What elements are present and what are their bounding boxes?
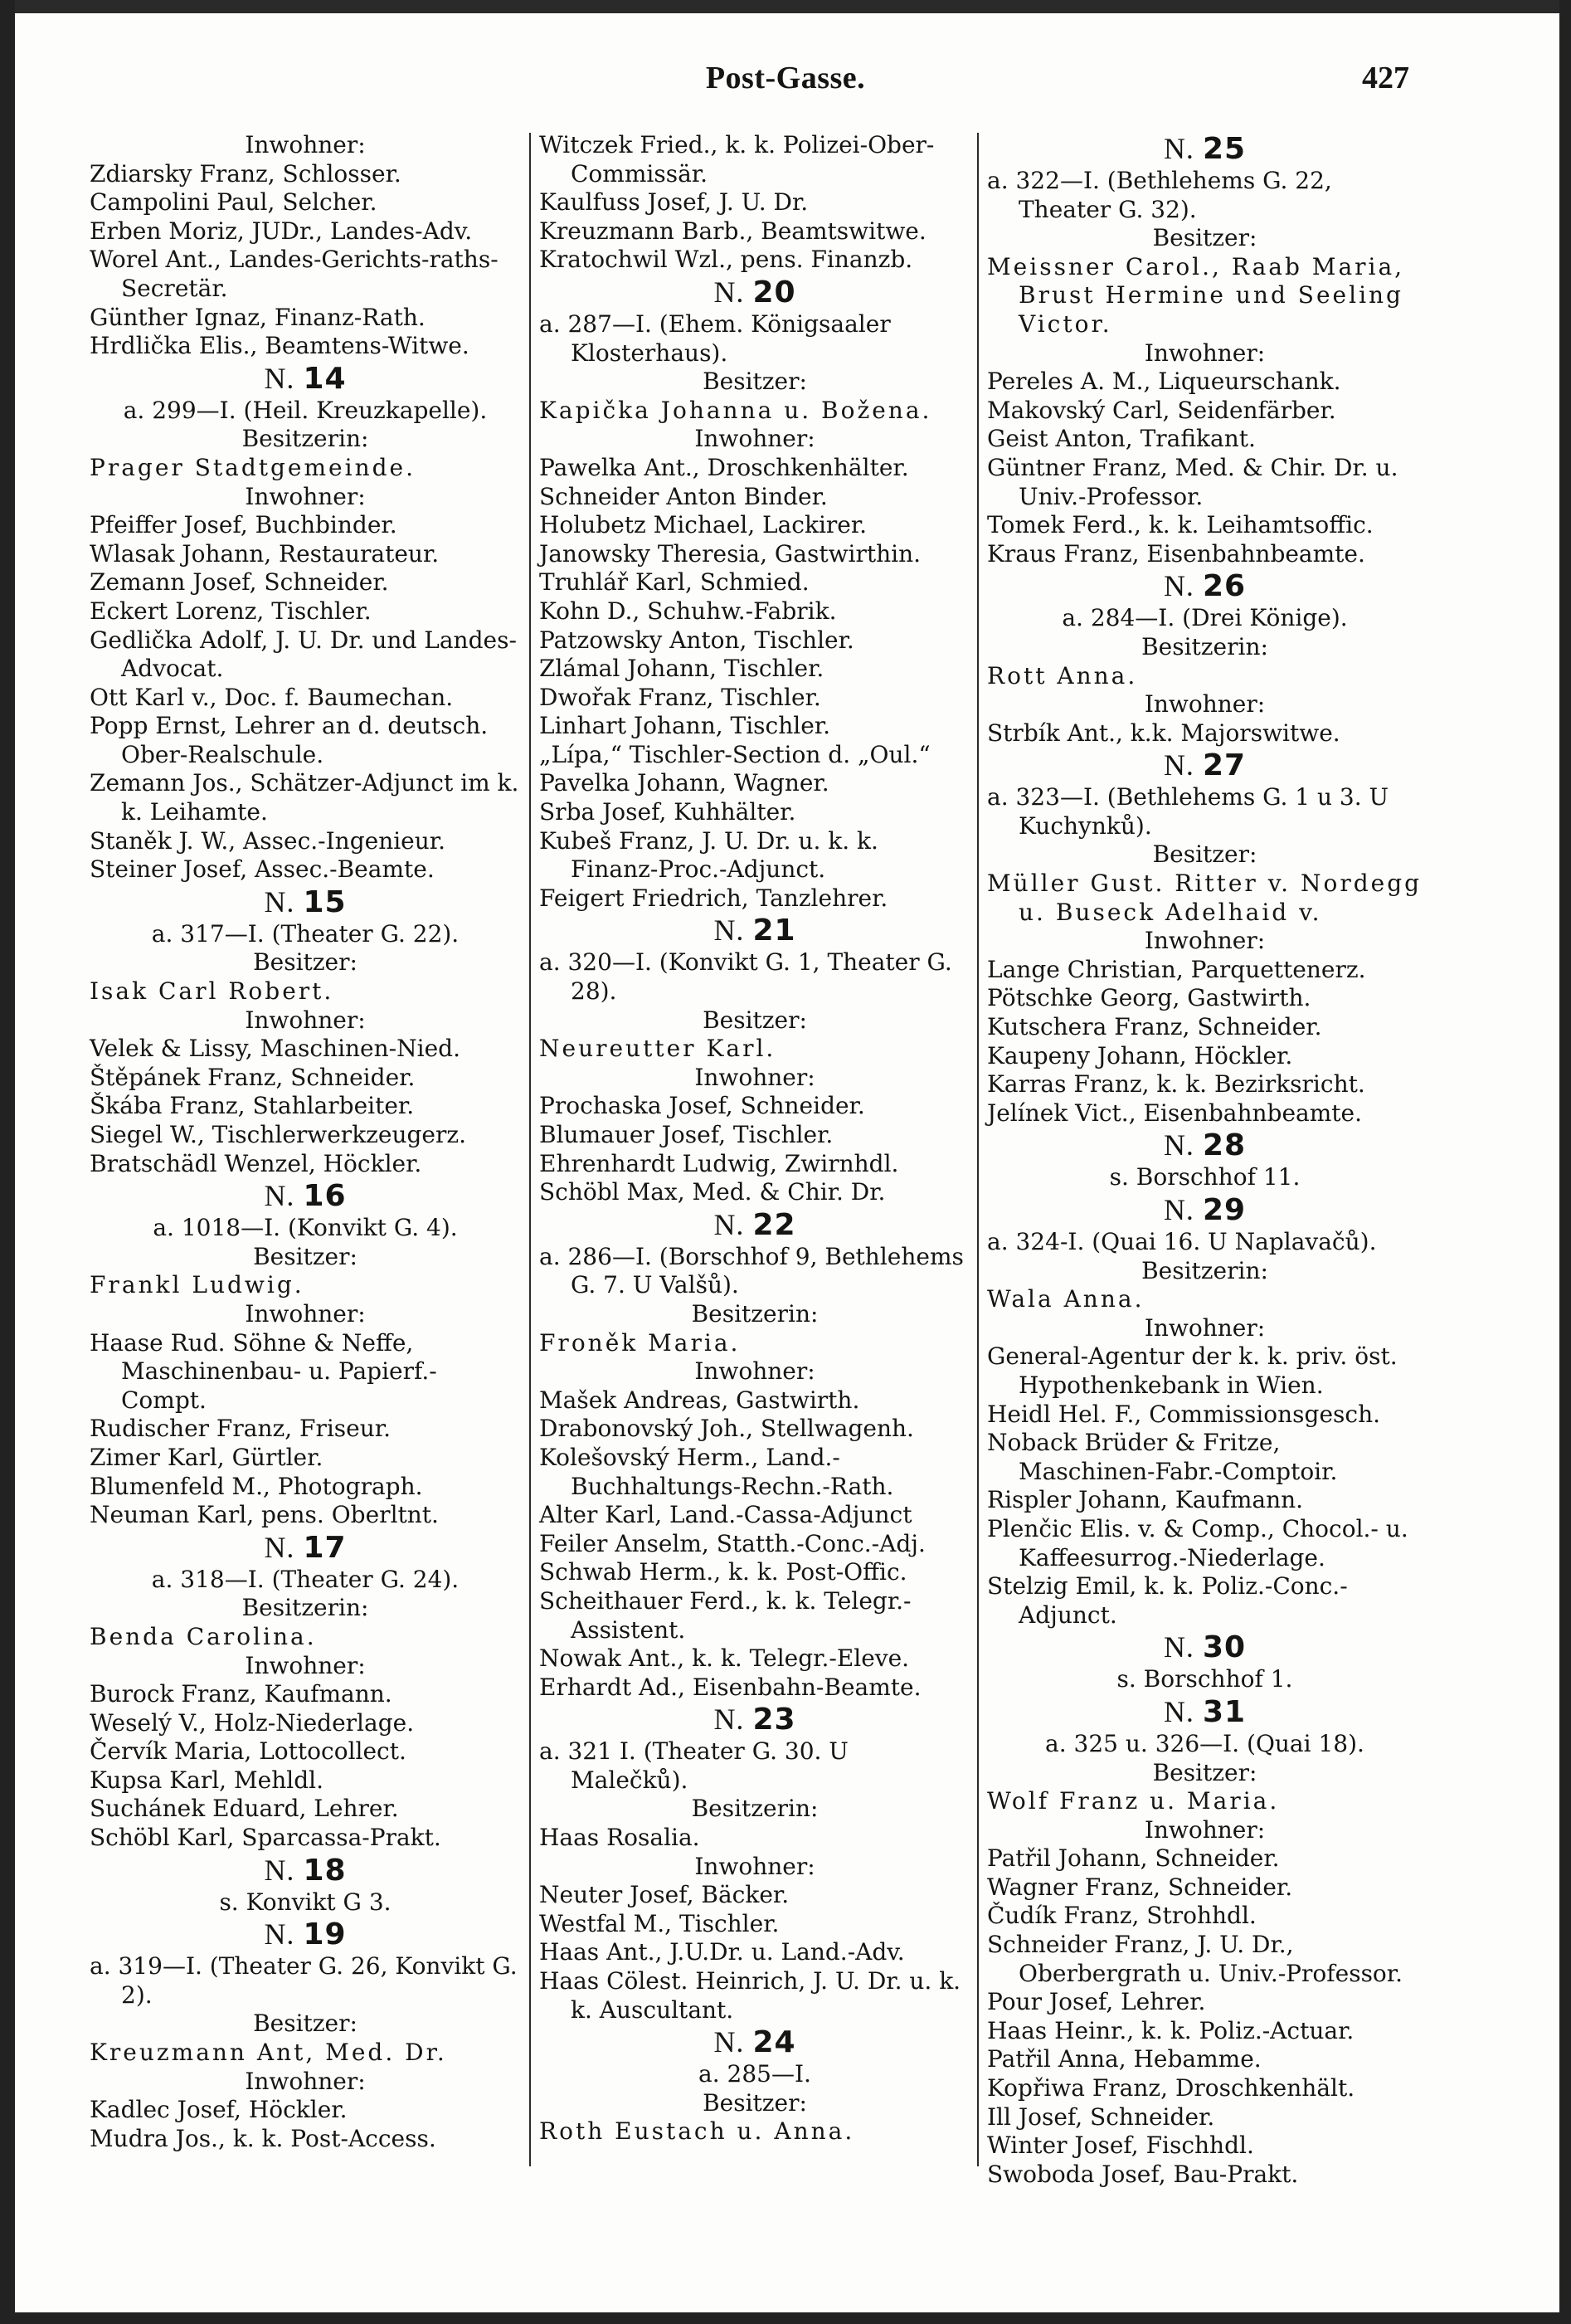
resident-entry: Blumenfeld M., Photograph. [90, 1472, 423, 1500]
house-number-value: 18 [303, 1853, 347, 1888]
resident-entry: Rudischer Franz, Friseur. [90, 1415, 391, 1443]
resident-entry: Kupsa Karl, Mehldl. [90, 1766, 323, 1794]
resident-entry: a. 286—I. (Borschhof 9, Bethlehems G. 7. U Valšů). [539, 1242, 964, 1299]
resident-entry: Zdiarsky Franz, Schlosser. [90, 159, 401, 188]
resident-entry: Schneider Franz, J. U. Dr., Oberbergrath u. Univ.-Professor. [987, 1931, 1403, 1987]
owner-entry: Meissner Carol., Raab Maria, Brust Hermine und Seeling Victor. [987, 252, 1405, 338]
resident-entry: Štěpánek Franz, Schneider. [90, 1063, 416, 1091]
resident-entry: Swoboda Josef, Bau-Prakt. [987, 2160, 1299, 2188]
house-number-prefix: N. [1163, 569, 1194, 603]
section-label: a. 1018—I. (Konvikt G. 4). [153, 1214, 458, 1242]
resident-entry: Pfeiffer Josef, Buchbinder. [90, 511, 397, 539]
house-number-prefix: N. [1163, 1128, 1194, 1162]
resident-entry: Haas Cölest. Heinrich, J. U. Dr. u. k. k. Auscultant. [539, 1967, 961, 2024]
house-number-prefix: N. [264, 1179, 295, 1213]
house-number-value: 16 [303, 1179, 347, 1214]
resident-entry: Plenčic Elis. v. & Comp., Chocol.- u. Kaffeesurrog.-Niederlage. [987, 1514, 1408, 1571]
resident-entry: Siegel W., Tischlerwerkzeugerz. [90, 1121, 467, 1148]
resident-entry: Strbík Ant., k.k. Majorswitwe. [987, 719, 1340, 747]
scan-edge-left [0, 0, 15, 2324]
resident-entry: Blumauer Josef, Tischler. [539, 1121, 834, 1148]
house-number-prefix: N. [1163, 1193, 1194, 1226]
resident-entry: Kutschera Franz, Schneider. [987, 1013, 1322, 1041]
resident-entry: Erben Moriz, JUDr., Landes-Adv. [90, 217, 473, 245]
house-number-heading [987, 1128, 1423, 1163]
resident-entry: Zemann Jos., Schätzer-Adjunct im k. k. Leihamte. [90, 769, 519, 826]
resident-entry: Kaupeny Johann, Höckler. [987, 1041, 1293, 1069]
resident-entry: Noback Brüder & Fritze, Maschinen-Fabr.-Comptoir. [987, 1429, 1338, 1485]
resident-entry: Škába Franz, Stahlarbeiter. [90, 1092, 415, 1120]
resident-entry: Patřil Anna, Hebamme. [987, 2045, 1262, 2073]
owner-entry: Kapička Johanna u. Božena. [539, 396, 932, 424]
owner-entry: Froněk Maria. [539, 1328, 741, 1357]
resident-entry: Schwab Herm., k. k. Post-Offic. [539, 1558, 907, 1586]
resident-entry: Pavelka Johann, Wagner. [539, 769, 829, 797]
resident-entry: Neuman Karl, pens. Oberltnt. [90, 1501, 439, 1529]
resident-entry: Mašek Andreas, Gastwirth. [539, 1386, 860, 1414]
house-number-prefix: N. [264, 884, 295, 918]
scan-edge-right [1559, 0, 1571, 2324]
house-number-heading [987, 1192, 1423, 1228]
resident-entry: Červík Maria, Lottocollect. [90, 1737, 406, 1766]
house-number-prefix: N. [1163, 132, 1194, 165]
owner-entry: Kreuzmann Ant, Med. Dr. [90, 2039, 447, 2067]
resident-entry: Haas Ant., J.U.Dr. u. Land.-Adv. [539, 1938, 905, 1966]
resident-entry: Zemann Josef, Schneider. [90, 568, 389, 597]
resident-entry: Pereles A. M., Liqueurschank. [987, 368, 1341, 396]
resident-entry: Wagner Franz, Schneider. [987, 1873, 1293, 1901]
resident-entry: Zimer Karl, Gürtler. [90, 1443, 323, 1471]
resident-entry: Kaulfuss Josef, J. U. Dr. [539, 188, 809, 217]
owner-entry: Benda Carolina. [90, 1622, 317, 1650]
house-number-value: 31 [1202, 1694, 1247, 1729]
resident-entry: a. 287—I. (Ehem. Königsaaler Klosterhaus). [539, 309, 891, 367]
house-number-prefix: N. [1163, 1694, 1194, 1728]
house-number-value: 14 [303, 361, 347, 396]
house-number-value: 19 [303, 1917, 347, 1952]
section-label: Inwohner: [245, 1299, 366, 1328]
section-label: Inwohner: [245, 131, 366, 158]
resident-entry: Prochaska Josef, Schneider. [539, 1092, 865, 1120]
resident-entry: Heidl Hel. F., Commissionsgesch. [987, 1400, 1381, 1428]
page-number: 427 [1362, 61, 1409, 95]
section-label: a. 318—I. (Theater G. 24). [151, 1565, 460, 1593]
resident-entry: Schöbl Karl, Sparcassa-Prakt. [90, 1824, 441, 1852]
section-label: Besitzer: [253, 2010, 357, 2038]
section-label: Inwohner: [694, 1357, 815, 1386]
house-number-value: 27 [1202, 748, 1247, 783]
house-number-prefix: N. [264, 1917, 295, 1951]
resident-entry: Ott Karl v., Doc. f. Baumechan. [90, 683, 454, 711]
section-label: Inwohner: [245, 1006, 366, 1034]
section-label: s. Konvikt G 3. [219, 1888, 392, 1916]
house-number-value: 17 [303, 1530, 347, 1565]
house-number-value: 29 [1202, 1193, 1247, 1227]
resident-entry: Tomek Ferd., k. k. Leihamtsoffic. [987, 511, 1374, 539]
owner-entry: Neureutter Karl. [539, 1035, 776, 1063]
resident-entry: Popp Ernst, Lehrer an d. deutsch. Ober-Realschule. [90, 712, 489, 768]
owner-entry: Müller Gust. Ritter v. Nordegg u. Buseck Adelhaid v. [987, 870, 1423, 926]
resident-entry: Scheithauer Ferd., k. k. Telegr.-Assistent. [539, 1586, 912, 1644]
section-label: a. 325 u. 326—I. (Quai 18). [1045, 1729, 1364, 1757]
house-number-heading [539, 1702, 970, 1737]
resident-entry: Gedlička Adolf, J. U. Dr. und Landes-Advocat. [90, 626, 517, 683]
resident-entry: Suchánek Eduard, Lehrer. [90, 1795, 399, 1823]
resident-entry: Wlasak Johann, Restaurateur. [90, 539, 440, 568]
section-label: a. 317—I. (Theater G. 22). [151, 919, 460, 948]
resident-entry: Zlámal Johann, Tischler. [539, 655, 824, 683]
house-number-heading [539, 275, 970, 310]
house-number-heading [539, 1207, 970, 1243]
resident-entry: Truhlář Karl, Schmied. [539, 568, 810, 597]
resident-entry: Kopřiwa Franz, Droschkenhält. [987, 2074, 1355, 2102]
house-number-heading [90, 361, 521, 397]
house-number-value: 22 [752, 1207, 796, 1242]
section-label: Besitzer: [253, 1242, 357, 1270]
house-number-heading [987, 131, 1423, 167]
resident-entry: Janowsky Theresia, Gastwirthin. [539, 539, 922, 568]
house-number-prefix: N. [713, 914, 745, 948]
owner-entry: Frankl Ludwig. [90, 1271, 304, 1299]
resident-entry: Makovský Carl, Seidenfärber. [987, 396, 1336, 424]
house-number-prefix: N. [713, 2025, 745, 2059]
house-number-value: 25 [1202, 132, 1247, 166]
resident-entry: Holubetz Michael, Lackirer. [539, 511, 868, 539]
house-number-prefix: N. [713, 1207, 745, 1241]
resident-entry: Pötschke Georg, Gastwirth. [987, 984, 1311, 1012]
owner-entry: Isak Carl Robert. [90, 977, 334, 1006]
section-label: Besitzerin: [1141, 632, 1268, 660]
resident-entry: Srba Josef, Kuhhälter. [539, 798, 796, 826]
section-label: Besitzerin: [1141, 1256, 1268, 1284]
section-label: Besitzer: [1152, 840, 1257, 869]
house-number-heading [90, 1530, 521, 1566]
section-label: Inwohner: [1144, 690, 1266, 719]
resident-entry: Ehrenhardt Ludwig, Zwirnhdl. [539, 1149, 899, 1177]
section-label: Besitzer: [703, 2088, 807, 2117]
resident-entry: Hrdlička Elis., Beamtens-Witwe. [90, 332, 469, 360]
resident-entry: Güntner Franz, Med. & Chir. Dr. u. Univ.-Professor. [987, 453, 1398, 510]
section-label: a. 285—I. [698, 2060, 811, 2088]
resident-entry: Pour Josef, Lehrer. [987, 1988, 1206, 2016]
section-label: Inwohner: [1144, 339, 1266, 367]
section-label: Inwohner: [694, 425, 815, 453]
resident-entry: a. 321 I. (Theater G. 30. U Malečků). [539, 1737, 849, 1794]
resident-entry: Velek & Lissy, Maschinen-Nied. [90, 1035, 460, 1063]
resident-entry: Eckert Lorenz, Tischler. [90, 597, 372, 625]
house-number-prefix: N. [713, 275, 745, 309]
resident-entry: Kubeš Franz, J. U. Dr. u. k. k. Finanz-Proc.-Adjunct. [539, 826, 878, 884]
section-label: s. Borschhof 1. [1116, 1665, 1293, 1693]
section-label: Inwohner: [1144, 927, 1266, 955]
resident-entry: Haas Rosalia. [539, 1824, 700, 1852]
resident-entry: Bratschädl Wenzel, Höckler. [90, 1149, 422, 1177]
resident-entry: Lange Christian, Parquettenerz. [987, 955, 1366, 983]
section-label: s. Borschhof 11. [1109, 1163, 1301, 1191]
house-number-heading [90, 1917, 521, 1952]
resident-entry: Worel Ant., Landes-Gerichts-raths-Secretär. [90, 246, 499, 302]
resident-entry: Westfal M., Tischler. [539, 1909, 780, 1937]
resident-entry: Stelzig Emil, k. k. Poliz.-Conc.-Adjunct. [987, 1572, 1348, 1629]
section-label: Besitzerin: [241, 425, 369, 453]
resident-entry: Staněk J. W., Assec.-Ingenieur. [90, 826, 445, 855]
owner-entry: Roth Eustach u. Anna. [539, 2117, 855, 2146]
resident-entry: Witczek Fried., k. k. Polizei-Ober-Commissär. [539, 131, 935, 188]
section-label: Besitzer: [703, 1006, 807, 1034]
column-right [987, 131, 1423, 2191]
resident-entry: Mudra Jos., k. k. Post-Access. [90, 2124, 436, 2152]
section-label: Besitzerin: [241, 1594, 369, 1622]
owner-entry: Wolf Franz u. Maria. [987, 1787, 1280, 1815]
house-number-prefix: N. [1163, 1630, 1194, 1664]
section-label: Inwohner: [1144, 1815, 1266, 1844]
house-number-prefix: N. [1163, 748, 1194, 782]
house-number-heading [539, 913, 970, 948]
resident-entry: General-Agentur der k. k. priv. öst. Hypothenkebank in Wien. [987, 1342, 1398, 1399]
resident-entry: Geist Anton, Trafikant. [987, 425, 1256, 453]
resident-entry: Haas Heinr., k. k. Poliz.-Actuar. [987, 2016, 1355, 2044]
house-number-value: 23 [752, 1703, 796, 1737]
house-number-value: 15 [303, 884, 347, 919]
section-label: Inwohner: [1144, 1313, 1266, 1342]
resident-entry: a. 323—I. (Bethlehems G. 1 u 3. U Kuchynků). [987, 783, 1389, 840]
section-label: Besitzer: [703, 368, 807, 396]
house-number-heading [539, 2024, 970, 2060]
house-number-heading [90, 884, 521, 920]
column-left [90, 131, 521, 2191]
resident-entry: Alter Karl, Land.-Cassa-Adjunct [539, 1501, 912, 1529]
column-divider [977, 133, 979, 2166]
resident-entry: Ill Josef, Schneider. [987, 2102, 1215, 2131]
resident-entry: Feiler Anselm, Statth.-Conc.-Adj. [539, 1529, 926, 1557]
resident-entry: Erhardt Ad., Eisenbahn-Beamte. [539, 1673, 922, 1701]
resident-entry: a. 320—I. (Konvikt G. 1, Theater G. 28). [539, 948, 952, 1006]
section-label: Inwohner: [245, 1651, 366, 1679]
resident-entry: Neuter Josef, Bäcker. [539, 1881, 790, 1909]
section-label: Inwohner: [245, 2067, 366, 2095]
resident-entry: Haase Rud. Söhne & Neffe, Maschinenbau- u. Papierf.-Compt. [90, 1328, 437, 1414]
resident-entry: a. 322—I. (Bethlehems G. 22, Theater G. 32). [987, 167, 1332, 223]
house-number-value: 26 [1202, 569, 1247, 604]
house-number-value: 30 [1202, 1630, 1247, 1665]
section-label: Besitzer: [253, 948, 357, 977]
house-number-heading [987, 748, 1423, 783]
resident-entry: Kohn D., Schuhw.-Fabrik. [539, 597, 837, 625]
house-number-value: 28 [1202, 1128, 1247, 1163]
section-label: Besitzerin: [691, 1795, 819, 1823]
resident-entry: Feigert Friedrich, Tanzlehrer. [539, 884, 888, 912]
resident-entry: Kratochwil Wzl., pens. Finanzb. [539, 246, 913, 274]
section-label: Besitzerin: [691, 1299, 819, 1328]
resident-entry: a. 319—I. (Theater G. 26, Konvikt G. 2). [90, 1952, 518, 2009]
house-number-heading [987, 1630, 1423, 1665]
resident-entry: Steiner Josef, Assec.-Beamte. [90, 855, 435, 884]
section-label: Besitzer: [1152, 224, 1257, 252]
house-number-prefix: N. [713, 1703, 745, 1737]
owner-entry: Prager Stadtgemeinde. [90, 453, 416, 481]
house-number-heading [90, 1178, 521, 1214]
resident-entry: Kraus Franz, Eisenbahnbeamte. [987, 539, 1365, 568]
column-divider [529, 133, 531, 2166]
house-number-value: 21 [752, 914, 796, 948]
section-label: Besitzer: [1152, 1758, 1257, 1786]
resident-entry: Dwořak Franz, Tischler. [539, 683, 821, 711]
resident-entry: Patzowsky Anton, Tischler. [539, 626, 854, 654]
resident-entry: Kreuzmann Barb., Beamtswitwe. [539, 217, 927, 245]
house-number-heading [987, 1694, 1423, 1730]
section-label: Inwohner: [245, 482, 366, 510]
house-number-heading [987, 568, 1423, 604]
resident-entry: Rispler Johann, Kaufmann. [987, 1486, 1304, 1514]
resident-entry: Čudík Franz, Strohhdl. [987, 1902, 1257, 1930]
resident-entry: Linhart Johann, Tischler. [539, 712, 830, 740]
column-middle [539, 131, 970, 2191]
house-number-value: 24 [752, 2025, 796, 2060]
resident-entry: Kadlec Josef, Höckler. [90, 2096, 348, 2124]
house-number-prefix: N. [264, 1853, 295, 1887]
resident-entry: Pawelka Ant., Droschkenhälter. [539, 453, 909, 481]
resident-entry: Campolini Paul, Selcher. [90, 188, 377, 217]
resident-entry: Schöbl Max, Med. & Chir. Dr. [539, 1178, 886, 1206]
house-number-value: 20 [752, 275, 796, 309]
owner-entry: Wala Anna. [987, 1285, 1145, 1313]
resident-entry: Winter Josef, Fischhdl. [987, 2132, 1254, 2160]
resident-entry: Nowak Ant., k. k. Telegr.-Eleve. [539, 1644, 910, 1673]
scan-edge-bottom [0, 2312, 1571, 2324]
section-label: Inwohner: [694, 1063, 815, 1091]
resident-entry: Patřil Johann, Schneider. [987, 1844, 1280, 1873]
section-label: Inwohner: [694, 1852, 815, 1880]
resident-entry: Weselý V., Holz-Niederlage. [90, 1708, 415, 1737]
house-number-prefix: N. [264, 1530, 295, 1564]
resident-entry: a. 324-I. (Quai 16. U Naplavačů). [987, 1228, 1377, 1255]
resident-entry: Jelínek Vict., Eisenbahnbeamte. [987, 1099, 1363, 1127]
house-number-prefix: N. [264, 361, 295, 395]
house-number-heading [90, 1853, 521, 1888]
owner-entry: Rott Anna. [987, 661, 1138, 689]
scan-edge-top [0, 0, 1571, 13]
resident-entry: „Lípa,“ Tischler-Section d. „Oul.“ [539, 740, 931, 768]
section-label: a. 284—I. (Drei Könige). [1062, 604, 1348, 632]
section-label: a. 299—I. (Heil. Kreuzkapelle). [123, 396, 488, 424]
page-title: Post-Gasse. [705, 61, 866, 95]
resident-entry: Karras Franz, k. k. Bezirksricht. [987, 1070, 1365, 1099]
resident-entry: Drabonovský Joh., Stellwagenh. [539, 1415, 914, 1443]
resident-entry: Schneider Anton Binder. [539, 482, 828, 510]
resident-entry: Burock Franz, Kaufmann. [90, 1680, 392, 1708]
resident-entry: Günther Ignaz, Finanz-Rath. [90, 303, 426, 331]
resident-entry: Kolešovský Herm., Land.-Buchhaltungs-Rechn.-Rath. [539, 1443, 894, 1500]
